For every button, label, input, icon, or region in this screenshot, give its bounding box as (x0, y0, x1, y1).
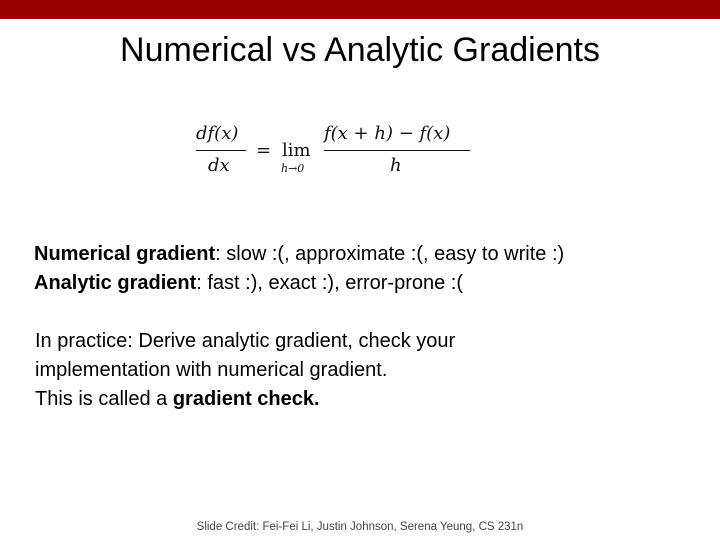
top-accent-bar (0, 0, 720, 19)
derivative-limit-formula (190, 120, 490, 190)
formula-lim: lim (282, 140, 311, 161)
numerical-gradient-text: : slow :(, approximate :(, easy to write :) (215, 243, 565, 265)
formula-rhs-fraction-bar (324, 150, 470, 151)
formula-rhs-numerator: f(x + h) − f(x) (324, 123, 451, 144)
numerical-gradient-line (34, 240, 564, 269)
slide-title: Numerical vs Analytic Gradients (120, 31, 600, 69)
formula-lhs-denominator: dx (208, 155, 230, 176)
gradient-comparison (34, 240, 564, 298)
formula-lhs-fraction-bar (196, 150, 246, 151)
formula-rhs-denominator: h (390, 155, 402, 176)
practice-note (35, 327, 455, 414)
gradient-check-term: gradient check. (172, 388, 320, 410)
practice-line-1: In practice: Derive analytic gradient, check your (35, 330, 456, 352)
formula-lim-subscript: h→0 (281, 162, 305, 175)
slide-credit: Slide Credit: Fei-Fei Li, Justin Johnson, Serena Yeung, CS 231n (196, 521, 524, 533)
practice-line-2: implementation with numerical gradient. (35, 359, 388, 381)
analytic-gradient-text: : fast :), exact :), error-prone :( (196, 272, 464, 294)
formula-equals: = (256, 140, 272, 161)
numerical-gradient-label: Numerical gradient (34, 243, 216, 265)
analytic-gradient-label: Analytic gradient (34, 272, 197, 294)
practice-line-3 (35, 385, 455, 414)
practice-line-3-prefix: This is called a (35, 388, 173, 410)
analytic-gradient-line (34, 269, 564, 298)
formula-lhs-numerator: df(x) (196, 123, 239, 144)
